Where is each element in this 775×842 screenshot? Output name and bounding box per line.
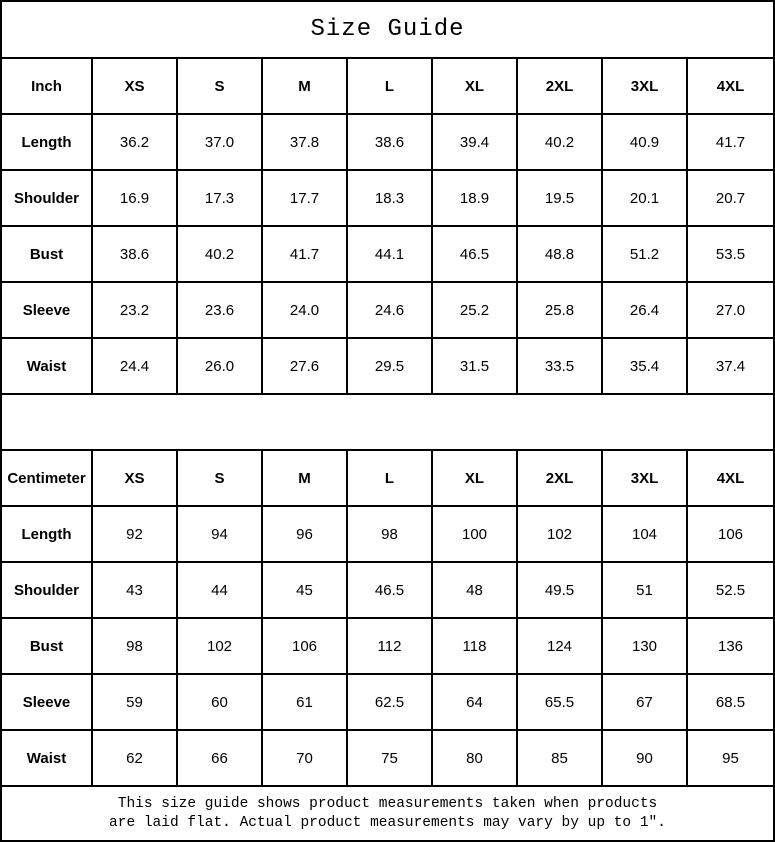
inch-table-size-header-3xl: 3XL: [603, 59, 688, 115]
centimeter-table-row-label-bust: Bust: [2, 619, 93, 675]
inch-table-size-header-xs: XS: [93, 59, 178, 115]
centimeter-table-sleeve-cell: 68.5: [688, 675, 773, 731]
inch-table-row-label-length: Length: [2, 115, 93, 171]
inch-table-shoulder-cell: 18.3: [348, 171, 433, 227]
centimeter-table-sleeve-cell: 60: [178, 675, 263, 731]
centimeter-table-sleeve-cell: 65.5: [518, 675, 603, 731]
inch-table-row-label-waist: Waist: [2, 339, 93, 395]
centimeter-table-bust-cell: 102: [178, 619, 263, 675]
inch-table-waist-cell: 33.5: [518, 339, 603, 395]
inch-table-length-cell: 38.6: [348, 115, 433, 171]
inch-table-bust-cell: 46.5: [433, 227, 518, 283]
centimeter-table-shoulder-cell: 43: [93, 563, 178, 619]
inch-table-length-cell: 40.2: [518, 115, 603, 171]
centimeter-table-waist-cell: 75: [348, 731, 433, 787]
centimeter-table-length-cell: 92: [93, 507, 178, 563]
inch-table-bust-cell: 41.7: [263, 227, 348, 283]
centimeter-table-length-cell: 96: [263, 507, 348, 563]
centimeter-table-waist-cell: 66: [178, 731, 263, 787]
inch-table-length-cell: 40.9: [603, 115, 688, 171]
inch-table-size-header-m: M: [263, 59, 348, 115]
inch-table-sleeve-cell: 24.6: [348, 283, 433, 339]
centimeter-table-sleeve-cell: 64: [433, 675, 518, 731]
centimeter-table-sleeve-cell: 61: [263, 675, 348, 731]
inch-table-bust-cell: 48.8: [518, 227, 603, 283]
inch-table-row-label-bust: Bust: [2, 227, 93, 283]
centimeter-table-bust-cell: 124: [518, 619, 603, 675]
centimeter-table-shoulder-cell: 52.5: [688, 563, 773, 619]
inch-table-sleeve-cell: 27.0: [688, 283, 773, 339]
centimeter-table-waist-cell: 95: [688, 731, 773, 787]
centimeter-table-waist-cell: 90: [603, 731, 688, 787]
inch-table-length-cell: 41.7: [688, 115, 773, 171]
inch-table-waist-cell: 29.5: [348, 339, 433, 395]
inch-table-sleeve-cell: 23.2: [93, 283, 178, 339]
inch-table-shoulder-cell: 17.7: [263, 171, 348, 227]
centimeter-table-shoulder-cell: 44: [178, 563, 263, 619]
centimeter-table-length-cell: 104: [603, 507, 688, 563]
centimeter-table-bust-cell: 130: [603, 619, 688, 675]
centimeter-table-length-cell: 106: [688, 507, 773, 563]
inch-table-waist-cell: 26.0: [178, 339, 263, 395]
centimeter-table-size-header-l: L: [348, 451, 433, 507]
inch-table-unit-header: Inch: [2, 59, 93, 115]
centimeter-table-shoulder-cell: 49.5: [518, 563, 603, 619]
centimeter-table: [2, 451, 773, 787]
centimeter-table-bust-cell: 136: [688, 619, 773, 675]
inch-table-row-label-sleeve: Sleeve: [2, 283, 93, 339]
inch-table-length-cell: 37.8: [263, 115, 348, 171]
centimeter-table-shoulder-cell: 51: [603, 563, 688, 619]
centimeter-table-length-cell: 102: [518, 507, 603, 563]
inch-table-waist-cell: 27.6: [263, 339, 348, 395]
inch-table-length-cell: 37.0: [178, 115, 263, 171]
inch-table-shoulder-cell: 17.3: [178, 171, 263, 227]
centimeter-table-waist-cell: 80: [433, 731, 518, 787]
size-guide-note: [2, 787, 773, 840]
inch-table-length-cell: 39.4: [433, 115, 518, 171]
centimeter-table-shoulder-cell: 46.5: [348, 563, 433, 619]
centimeter-table-bust-cell: 98: [93, 619, 178, 675]
inch-table-sleeve-cell: 24.0: [263, 283, 348, 339]
table-spacer: [2, 395, 773, 451]
page-title: Size Guide: [2, 2, 773, 59]
inch-table-bust-cell: 44.1: [348, 227, 433, 283]
inch-table-size-header-xl: XL: [433, 59, 518, 115]
inch-table-sleeve-cell: 23.6: [178, 283, 263, 339]
inch-table: [2, 59, 773, 395]
centimeter-table-row-label-sleeve: Sleeve: [2, 675, 93, 731]
inch-table-size-header-s: S: [178, 59, 263, 115]
inch-table-shoulder-cell: 20.1: [603, 171, 688, 227]
centimeter-table-bust-cell: 106: [263, 619, 348, 675]
inch-table-shoulder-cell: 18.9: [433, 171, 518, 227]
centimeter-table-shoulder-cell: 45: [263, 563, 348, 619]
centimeter-table-size-header-2xl: 2XL: [518, 451, 603, 507]
inch-table-row-label-shoulder: Shoulder: [2, 171, 93, 227]
inch-table-sleeve-cell: 25.2: [433, 283, 518, 339]
size-guide-note-line1: This size guide shows product measurements taken when products: [117, 795, 658, 812]
centimeter-table-unit-header: Centimeter: [2, 451, 93, 507]
inch-table-size-header-l: L: [348, 59, 433, 115]
centimeter-table-size-header-4xl: 4XL: [688, 451, 773, 507]
centimeter-table-row-label-waist: Waist: [2, 731, 93, 787]
centimeter-table-sleeve-cell: 59: [93, 675, 178, 731]
centimeter-table-sleeve-cell: 62.5: [348, 675, 433, 731]
inch-table-bust-cell: 40.2: [178, 227, 263, 283]
centimeter-table-waist-cell: 62: [93, 731, 178, 787]
inch-table-size-header-4xl: 4XL: [688, 59, 773, 115]
centimeter-table-size-header-s: S: [178, 451, 263, 507]
inch-table-sleeve-cell: 26.4: [603, 283, 688, 339]
inch-table-waist-cell: 24.4: [93, 339, 178, 395]
inch-table-sleeve-cell: 25.8: [518, 283, 603, 339]
inch-table-waist-cell: 31.5: [433, 339, 518, 395]
centimeter-table-shoulder-cell: 48: [433, 563, 518, 619]
inch-table-shoulder-cell: 19.5: [518, 171, 603, 227]
inch-table-bust-cell: 53.5: [688, 227, 773, 283]
centimeter-table-size-header-xs: XS: [93, 451, 178, 507]
centimeter-table-size-header-xl: XL: [433, 451, 518, 507]
centimeter-table-sleeve-cell: 67: [603, 675, 688, 731]
centimeter-table-size-header-3xl: 3XL: [603, 451, 688, 507]
inch-table-shoulder-cell: 20.7: [688, 171, 773, 227]
centimeter-table-bust-cell: 118: [433, 619, 518, 675]
inch-table-size-header-2xl: 2XL: [518, 59, 603, 115]
centimeter-table-row-label-length: Length: [2, 507, 93, 563]
centimeter-table-bust-cell: 112: [348, 619, 433, 675]
inch-table-bust-cell: 51.2: [603, 227, 688, 283]
inch-table-waist-cell: 35.4: [603, 339, 688, 395]
centimeter-table-length-cell: 100: [433, 507, 518, 563]
inch-table-length-cell: 36.2: [93, 115, 178, 171]
centimeter-table-row-label-shoulder: Shoulder: [2, 563, 93, 619]
centimeter-table-size-header-m: M: [263, 451, 348, 507]
centimeter-table-length-cell: 98: [348, 507, 433, 563]
size-guide-note-line2: are laid flat. Actual product measurements may vary by up to 1″.: [109, 814, 666, 831]
centimeter-table-length-cell: 94: [178, 507, 263, 563]
inch-table-waist-cell: 37.4: [688, 339, 773, 395]
inch-table-shoulder-cell: 16.9: [93, 171, 178, 227]
centimeter-table-waist-cell: 85: [518, 731, 603, 787]
inch-table-bust-cell: 38.6: [93, 227, 178, 283]
centimeter-table-waist-cell: 70: [263, 731, 348, 787]
